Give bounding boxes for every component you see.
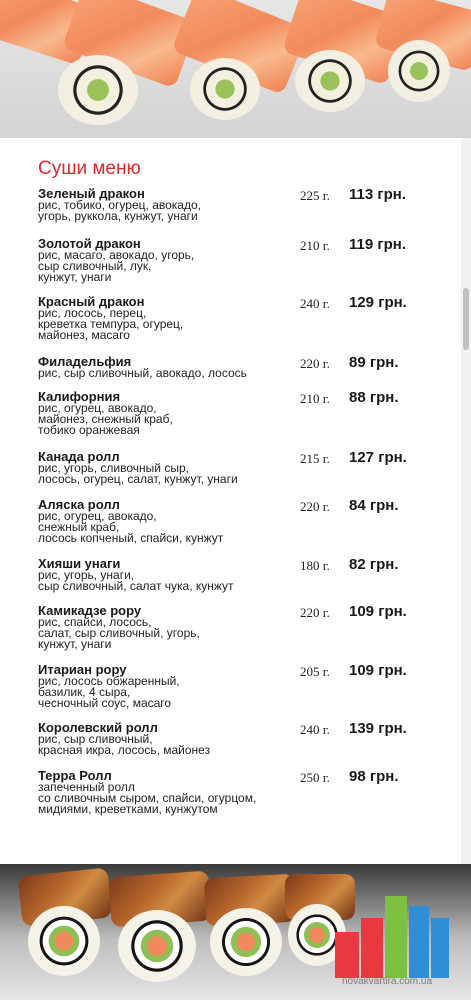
item-ingredients: рис, угорь, унаги,	[38, 568, 135, 582]
item-weight: 180 г.	[300, 558, 330, 573]
item-ingredients: рис, спайси, лосось,	[38, 615, 152, 629]
item-name: Канада ролл	[38, 449, 120, 464]
menu-item	[38, 238, 458, 283]
menu-item	[38, 558, 458, 592]
item-price: 139 грн.	[349, 720, 407, 737]
item-price: 98 грн.	[349, 768, 399, 785]
item-name: Аляска ролл	[38, 497, 120, 512]
item-ingredients: кунжут, унаги	[38, 637, 112, 651]
item-price: 89 грн.	[349, 354, 399, 371]
item-price: 88 грн.	[349, 389, 399, 406]
item-weight: 220 г.	[300, 499, 330, 514]
item-ingredients: креветка темпура, огурец,	[38, 317, 184, 331]
item-price: 84 грн.	[349, 497, 399, 514]
item-ingredients: лосось копченый, спайси, кунжут	[38, 531, 224, 545]
item-ingredients: мидиями, креветками, кунжутом	[38, 802, 218, 816]
item-ingredients: рис, лосось обжаренный,	[38, 674, 180, 688]
item-name: Филадельфия	[38, 354, 132, 369]
item-ingredients: снежный краб,	[38, 520, 120, 534]
item-name: Итариан рору	[38, 662, 127, 677]
item-ingredients: чесночный соус, масаго	[38, 696, 172, 710]
item-ingredients: красная икра, лосось, майонез	[38, 743, 211, 757]
item-name: Камикадзе рору	[38, 603, 142, 618]
item-ingredients: рис, масаго, авокадо, угорь,	[38, 248, 195, 262]
item-name: Терра Ролл	[38, 768, 112, 783]
item-ingredients: запеченный ролл	[38, 780, 135, 794]
item-weight: 220 г.	[300, 605, 330, 620]
item-ingredients: сыр сливочный, лук,	[38, 259, 152, 273]
item-weight: 215 г.	[300, 451, 330, 466]
item-ingredients: майонез, масаго	[38, 328, 130, 342]
item-ingredients: рис, огурец, авокадо,	[38, 401, 157, 415]
menu-item	[38, 356, 458, 379]
item-weight: 250 г.	[300, 770, 330, 785]
item-name: Золотой дракон	[38, 236, 141, 251]
item-weight: 210 г.	[300, 391, 330, 406]
menu-item	[38, 664, 458, 709]
item-ingredients: рис, угорь, сливочный сыр,	[38, 461, 189, 475]
item-weight: 225 г.	[300, 188, 330, 203]
menu-item	[38, 188, 458, 222]
watermark-logo	[335, 890, 451, 978]
scrollbar-thumb[interactable]	[463, 288, 469, 350]
item-ingredients: майонез, снежный краб,	[38, 412, 173, 426]
item-name: Королевский ролл	[38, 720, 158, 735]
item-weight: 220 г.	[300, 356, 330, 371]
menu-item	[38, 451, 458, 485]
item-weight: 210 г.	[300, 238, 330, 253]
menu-title: Суши меню	[38, 158, 141, 179]
item-price: 82 грн.	[349, 556, 399, 573]
item-price: 129 грн.	[349, 294, 407, 311]
item-name: Зеленый дракон	[38, 186, 145, 201]
item-price: 113 грн.	[349, 186, 407, 203]
menu-item	[38, 499, 458, 544]
item-name: Хияши унаги	[38, 556, 121, 571]
item-ingredients: рис, лосось, перец,	[38, 306, 147, 320]
menu-item	[38, 722, 458, 756]
menu-item	[38, 296, 458, 341]
item-price: 109 грн.	[349, 603, 407, 620]
item-ingredients: базилик, 4 сыра,	[38, 685, 131, 699]
item-price: 127 грн.	[349, 449, 407, 466]
item-price: 109 грн.	[349, 662, 407, 679]
menu-item	[38, 770, 458, 815]
item-ingredients: рис, огурец, авокадо,	[38, 509, 157, 523]
item-name: Калифорния	[38, 389, 121, 404]
sushi-photo-top	[0, 0, 471, 138]
item-ingredients: лосось, огурец, салат, кунжут, унаги	[38, 472, 238, 486]
item-weight: 240 г.	[300, 296, 330, 311]
item-ingredients: со сливочным сыром, спайси, огурцом,	[38, 791, 257, 805]
item-price: 119 грн.	[349, 236, 407, 253]
menu-item	[38, 605, 458, 650]
item-ingredients: сыр сливочный, салат чука, кунжут	[38, 579, 234, 593]
item-ingredients: салат, сыр сливочный, угорь,	[38, 626, 200, 640]
item-ingredients: рис, тобико, огурец, авокадо,	[38, 198, 201, 212]
item-ingredients: угорь, руккола, кунжут, унаги	[38, 209, 198, 223]
item-ingredients: рис, сыр сливочный,	[38, 732, 153, 746]
watermark-site: novakvartira.com.ua	[342, 976, 433, 987]
item-weight: 205 г.	[300, 664, 330, 679]
item-name: Красный дракон	[38, 294, 145, 309]
item-ingredients: рис, сыр сливочный, авокадо, лосось	[38, 366, 247, 380]
menu-item	[38, 391, 458, 436]
item-ingredients: кунжут, унаги	[38, 270, 112, 284]
scrollbar[interactable]	[461, 138, 471, 864]
item-weight: 240 г.	[300, 722, 330, 737]
item-ingredients: тобико оранжевая	[38, 423, 140, 437]
